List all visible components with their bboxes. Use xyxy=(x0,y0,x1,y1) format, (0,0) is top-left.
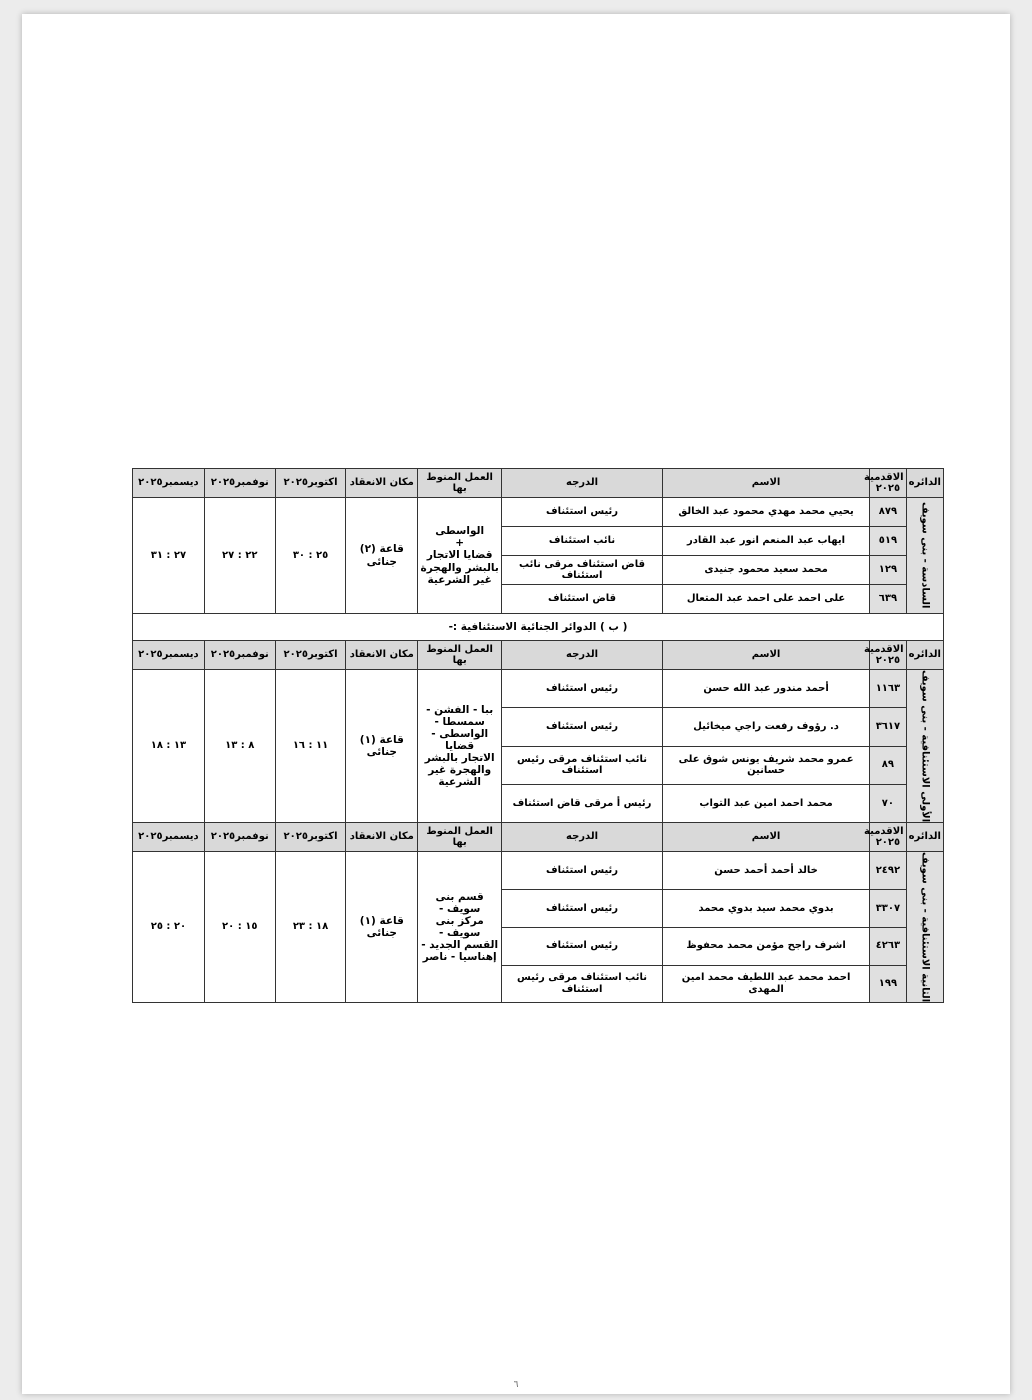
header-october: اكتوبر٢٠٢٥ xyxy=(275,469,346,498)
name-cell: احمد محمد عبد اللطيف محمد امين المهدى xyxy=(662,965,869,1003)
table-row xyxy=(133,498,944,527)
header-venue: مكان الانعقاد xyxy=(346,641,418,670)
name-cell: محمد سعيد محمود جنيدى xyxy=(662,556,869,585)
name-cell: عمرو محمد شريف يونس شوق على حسانين xyxy=(662,746,869,784)
header-name: الاسم xyxy=(662,641,869,670)
header-november: نوفمبر٢٠٢٥ xyxy=(204,823,275,852)
name-cell: على احمد على احمد عبد المتعال xyxy=(662,585,869,614)
table-row xyxy=(133,852,944,890)
header-seniority: الاقدمية ٢٠٢٥ xyxy=(870,469,906,498)
header-duty: العمل المنوط بها xyxy=(418,469,502,498)
venue-cell: قاعة (١) جنائى xyxy=(346,670,418,823)
october-cell: ١٨ : ٢٣ xyxy=(275,852,346,1003)
seniority-cell: ٣٣٠٧ xyxy=(870,889,906,927)
rank-cell: رئيس استئناف xyxy=(502,498,663,527)
duty-cell: الواسطى + قضايا الاتجار بالبشر والهجرة غير الشرعية xyxy=(418,498,502,614)
seniority-cell: ١٢٩ xyxy=(870,556,906,585)
seniority-cell: ٢٤٩٢ xyxy=(870,852,906,890)
name-cell: خالد أحمد أحمد حسن xyxy=(662,852,869,890)
header-row xyxy=(133,641,944,670)
header-december: ديسمبر٢٠٢٥ xyxy=(133,823,205,852)
header-december: ديسمبر٢٠٢٥ xyxy=(133,469,205,498)
page-number: ٦ xyxy=(513,1380,519,1390)
header-duty: العمل المنوط بها xyxy=(418,641,502,670)
october-cell: ٢٥ : ٣٠ xyxy=(275,498,346,614)
header-november: نوفمبر٢٠٢٥ xyxy=(204,641,275,670)
header-october: اكتوبر٢٠٢٥ xyxy=(275,823,346,852)
header-name: الاسم xyxy=(662,469,869,498)
header-row xyxy=(133,469,944,498)
header-october: اكتوبر٢٠٢٥ xyxy=(275,641,346,670)
rank-cell: رئيس استئناف xyxy=(502,889,663,927)
duty-cell: قسم بنى سويف - مركز بنى سويف - القسم الجديد - إهناسيا - ناصر xyxy=(418,852,502,1003)
header-seniority: الاقدمية ٢٠٢٥ xyxy=(870,823,906,852)
schedule-table-1 xyxy=(132,468,944,1003)
header-november: نوفمبر٢٠٢٥ xyxy=(204,469,275,498)
header-venue: مكان الانعقاد xyxy=(346,469,418,498)
december-cell: ١٣ : ١٨ xyxy=(133,670,205,823)
header-duty: العمل المنوط بها xyxy=(418,823,502,852)
december-cell: ٢٠ : ٢٥ xyxy=(133,852,205,1003)
seniority-cell: ١١٦٣ xyxy=(870,670,906,708)
header-december: ديسمبر٢٠٢٥ xyxy=(133,641,205,670)
rank-cell: نائب استئناف مرقى رئيس استئناف xyxy=(502,746,663,784)
header-rank: الدرجه xyxy=(502,469,663,498)
november-cell: ٨ : ١٣ xyxy=(204,670,275,823)
header-name: الاسم xyxy=(662,823,869,852)
december-cell: ٢٧ : ٣١ xyxy=(133,498,205,614)
section-title-row xyxy=(133,614,944,641)
rank-cell: نائب استئناف مرقى رئيس استئناف xyxy=(502,965,663,1003)
rank-cell: قاض استئناف مرقى نائب استئناف xyxy=(502,556,663,585)
seniority-cell: ٤٢٦٣ xyxy=(870,927,906,965)
name-cell: أحمد مندور عبد الله حسن xyxy=(662,670,869,708)
circuit-cell: السادسة - بنى سويف xyxy=(906,498,943,614)
circuit-cell: الأولى الاستئنافية - بنى سويف xyxy=(906,670,943,823)
rank-cell: نائب استئناف xyxy=(502,527,663,556)
name-cell: محمد احمد امين عبد التواب xyxy=(662,784,869,822)
table-row xyxy=(133,670,944,708)
header-seniority: الاقدمية ٢٠٢٥ xyxy=(870,641,906,670)
header-venue: مكان الانعقاد xyxy=(346,823,418,852)
seniority-cell: ٦٣٩ xyxy=(870,585,906,614)
header-rank: الدرجه xyxy=(502,823,663,852)
seniority-cell: ٨٧٩ xyxy=(870,498,906,527)
seniority-cell: ٥١٩ xyxy=(870,527,906,556)
header-row xyxy=(133,823,944,852)
document-page xyxy=(22,14,1010,1394)
rank-cell: رئيس استئناف xyxy=(502,708,663,746)
section-b-title: ( ب ) الدوائر الجنائية الاستئنافية :- xyxy=(133,614,944,641)
seniority-cell: ٨٩ xyxy=(870,746,906,784)
october-cell: ١١ : ١٦ xyxy=(275,670,346,823)
seniority-cell: ١٩٩ xyxy=(870,965,906,1003)
november-cell: ١٥ : ٢٠ xyxy=(204,852,275,1003)
rank-cell: رئيس أ مرقى قاض استئناف xyxy=(502,784,663,822)
name-cell: يحيي محمد مهدي محمود عبد الخالق xyxy=(662,498,869,527)
circuit-cell: الثانية الاستئنافية - بنى سويف xyxy=(906,852,943,1003)
venue-cell: قاعة (١) جنائى xyxy=(346,852,418,1003)
seniority-cell: ٧٠ xyxy=(870,784,906,822)
rank-cell: رئيس استئناف xyxy=(502,670,663,708)
header-circuit: الدائره xyxy=(906,823,943,852)
name-cell: د. رؤوف رفعت راجي ميخائيل xyxy=(662,708,869,746)
header-circuit: الدائره xyxy=(906,641,943,670)
duty-cell: ببا - الفشن - سمسطا - الواسطى - قضايا الاتجار بالبشر والهجرة غير الشرعية xyxy=(418,670,502,823)
name-cell: اشرف راجح مؤمن محمد محفوظ xyxy=(662,927,869,965)
name-cell: ايهاب عبد المنعم انور عبد القادر xyxy=(662,527,869,556)
rank-cell: رئيس استئناف xyxy=(502,852,663,890)
header-circuit: الدائره xyxy=(906,469,943,498)
seniority-cell: ٣٦١٧ xyxy=(870,708,906,746)
rank-cell: رئيس استئناف xyxy=(502,927,663,965)
name-cell: بدوي محمد سيد بدوي محمد xyxy=(662,889,869,927)
november-cell: ٢٢ : ٢٧ xyxy=(204,498,275,614)
header-rank: الدرجه xyxy=(502,641,663,670)
rank-cell: قاض استئناف xyxy=(502,585,663,614)
venue-cell: قاعة (٢) جنائى xyxy=(346,498,418,614)
